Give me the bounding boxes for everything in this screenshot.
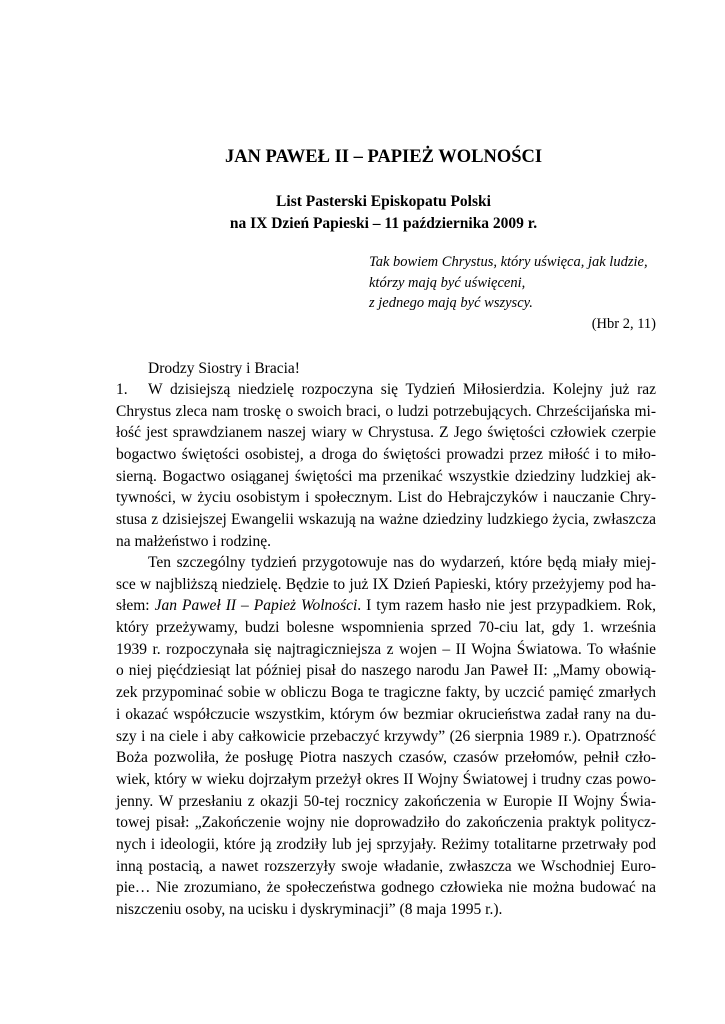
paragraph-line: nych i ideologii, które ją zrodziły lub jej sprzyjały. Reżimy totalitarne przetrwały pod <box>116 835 656 853</box>
document-subtitle <box>0 191 725 234</box>
paragraph-line: wiek, który w wieku dojrzałym przeżył okres II Wojny Światowej i trudny czas powo- <box>116 770 656 788</box>
paragraph-line: który przeżywamy, budzi bolesne wspomnienia sprzed 70-ciu lat, gdy 1. września <box>116 619 656 637</box>
motto-quote <box>369 252 656 334</box>
paragraph-line: towej pisał: „Zakończenie wojny nie doprowadziło do zakończenia praktyk politycz- <box>116 814 656 832</box>
paragraph-line: Ten szczególny tydzień przygotowuje nas do wydarzeń, które będą miały miej- <box>148 554 656 571</box>
motto-reference: (Hbr 2, 11) <box>591 315 656 332</box>
paragraph-line: tywności, w życiu osobistym i społecznym. List do Hebrajczyków i nauczanie Chry- <box>116 489 656 507</box>
paragraph-1 <box>116 379 656 553</box>
paragraph-line <box>116 379 656 401</box>
paragraph-line <box>116 595 656 617</box>
paragraph-line-text: W dzisiejszą niedzielę rozpoczyna się Tydzień Miłosierdzia. Kolejny już raz <box>148 381 656 398</box>
paragraph-number: 1. <box>116 381 128 398</box>
paragraph-line: jenny. W przesłaniu z okazji 50-tej rocznicy zakończenia w Europie II Wojny Świa- <box>116 792 656 810</box>
document-title: JAN PAWEŁ II – PAPIEŻ WOLNOŚCI <box>224 147 543 167</box>
paragraph-line: sce w najbliższą niedzielę. Będzie to już IX Dzień Papieski, który przeżyjemy pod ha- <box>116 575 656 593</box>
paragraph-line: Chrystus zleca nam troskę o swoich braci, o ludzi potrzebujących. Chrześcijańska mi- <box>116 402 656 420</box>
paragraph-line: zek przypominać sobie w obliczu Boga te tragiczne fakty, by uczcić pamięć zmarłych <box>116 684 656 702</box>
motto-line: z jednego mają być wszyscy. <box>369 295 533 311</box>
paragraph-line: 1939 r. rozpoczynała się najtragiczniejsza z wojen – II Wojna Światowa. To właśnie <box>116 640 656 658</box>
paragraph-text: słem: <box>116 597 155 615</box>
subtitle-line: List Pasterski Episkopatu Polski <box>276 193 491 210</box>
motto-slogan: Jan Paweł II – Papież Wolności <box>154 597 358 615</box>
paragraph-line: Boża pozwoliła, że posługę Piotra naszych czasów, czasów przełomów, pełnił czło- <box>116 749 656 767</box>
motto-line: którzy mają być uświęceni, <box>369 274 526 291</box>
paragraph-text: . I tym razem hasło nie jest przypadkiem. Rok, <box>357 597 656 615</box>
paragraph-line: o niej pięćdziesiąt lat później pisał do naszego narodu Jan Paweł II: „Mamy obowią- <box>116 662 656 680</box>
paragraph-line: szy i na ciele i aby całkowicie przebaczyć krzywdy” (26 sierpnia 1989 r.). Opatrzność <box>116 727 656 745</box>
subtitle-line: na IX Dzień Papieski – 11 października 2009 r. <box>229 214 538 232</box>
paragraph-line: bogactwo świętości osobistej, a droga do świętości prowadzi przez miłość i to miło- <box>116 446 656 464</box>
motto-line: Tak bowiem Chrystus, który uświęca, jak ludzie, <box>369 254 648 270</box>
paragraph-line: sierną. Bogactwo osiąganej świętości ma przenikać wszystkie dziedziny ludzkiej ak- <box>116 467 656 485</box>
paragraph-line: na małżeństwo i rodzinę. <box>116 532 271 550</box>
paragraph-line: pie… Nie zrozumiano, że społeczeństwa godnego człowieka nie można budować na <box>116 879 656 897</box>
paragraph-2 <box>116 552 656 921</box>
greeting: Drodzy Siostry i Bracia! <box>148 360 300 377</box>
paragraph-line: inną postacią, a nawet rozszerzyły swoje władanie, zwłaszcza we Wschodniej Euro- <box>116 857 656 875</box>
paragraph-line: niszczeniu osoby, na ucisku i dyskryminacji” (8 maja 1995 r.). <box>116 901 503 918</box>
paragraph-line: i okazać współczucie wszystkim, którym ów bezmiar okrucieństwa zadał rany na du- <box>116 705 656 723</box>
paragraph-line: łość jest sprawdzianem naszej wiary w Chrystusa. Z Jego świętości człowiek czerpie <box>116 424 656 442</box>
paragraph-line: stusa z dzisiejszej Ewangelii wskazują na ważne dziedziny ludzkiego życia, zwłaszcza <box>116 511 656 529</box>
